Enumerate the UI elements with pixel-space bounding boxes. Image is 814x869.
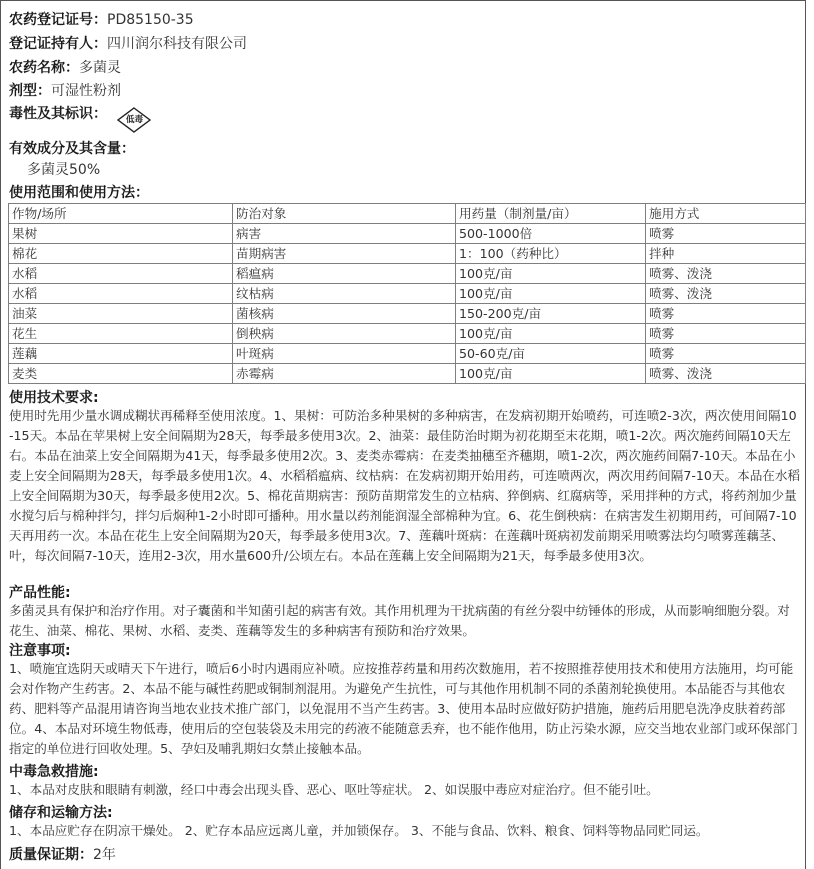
usage-title: 使用范围和使用方法： (9, 185, 149, 201)
ingredient-value: 多菌灵50% (27, 162, 101, 178)
product-name: 多菌灵 (79, 60, 121, 76)
dosage-cell: 100克/亩 (456, 364, 646, 384)
crop-cell: 水稻 (9, 264, 233, 284)
dosage-cell: 500-1000倍 (456, 224, 646, 244)
formulation-label: 剂型： (9, 83, 51, 99)
table-row (9, 284, 806, 304)
dosage-cell: 100克/亩 (456, 324, 646, 344)
header-crop-cell: 作物/场所 (9, 204, 233, 224)
toxicity-label: 毒性及其标识： (9, 106, 107, 122)
method-cell: 喷雾、泼浇 (646, 364, 806, 384)
formulation-value: 可湿性粉剂 (51, 83, 121, 99)
precautions-title: 注意事项: (9, 643, 71, 659)
first-aid-text: 1、本品对皮肤和眼睛有刺激，经口中毒会出现头昏、恶心、呕吐等症状。 2、如误服中毒应对症治疗。但不能引吐。 (9, 782, 659, 797)
storage-title: 储存和运输方法: (9, 805, 113, 821)
holder-label: 登记证持有人： (9, 36, 107, 52)
target-cell: 叶斑病 (233, 344, 456, 364)
performance-title: 产品性能: (9, 585, 71, 601)
holder-name: 四川润尔科技有限公司 (107, 36, 247, 52)
product-name-label: 农药名称： (9, 60, 79, 76)
usage-table (8, 203, 806, 384)
product-name-line (9, 57, 121, 79)
table-row (9, 224, 806, 244)
registration-number: PD85150-35 (107, 12, 194, 28)
crop-cell: 棉花 (9, 244, 233, 264)
holder-line (9, 33, 247, 55)
target-cell: 稻瘟病 (233, 264, 456, 284)
method-cell: 拌种 (646, 244, 806, 264)
method-cell: 喷雾、泼浇 (646, 264, 806, 284)
table-row (9, 264, 806, 284)
ingredient-label: 有效成分及其含量： (9, 141, 135, 157)
dosage-cell: 100克/亩 (456, 264, 646, 284)
method-cell: 喷雾 (646, 324, 806, 344)
crop-cell: 麦类 (9, 364, 233, 384)
first-aid-title: 中毒急救措施: (9, 764, 99, 780)
ingredient-title-line (9, 138, 135, 160)
target-cell: 纹枯病 (233, 284, 456, 304)
header-target-cell: 防治对象 (233, 204, 456, 224)
formulation-line (9, 80, 121, 102)
registration-line (9, 9, 194, 31)
dosage-cell: 50-60克/亩 (456, 344, 646, 364)
shelf-life-line (9, 844, 116, 866)
crop-cell: 油菜 (9, 304, 233, 324)
technique-title: 使用技术要求: (9, 390, 99, 406)
table-row (9, 364, 806, 384)
crop-cell: 花生 (9, 324, 233, 344)
usage-table-header (9, 204, 806, 224)
precautions-text: 1、喷施宜选阴天或晴天下午进行，喷后6小时内遇雨应补喷。应按推荐药量和用药次数施用，若不按照推荐使用技术和使用方法施用，均可能会对作物产生药害。2、本品不能与碱性药肥或铜制剂混用。为避免产生抗性，可与其他作用机制不同的杀菌剂轮换使用。本品能否与其他农药、肥料等产品混用请咨询当地农业技术推广部门，以免混用不当产生药害。3、使用本品时应做好防护措施，施药后用肥皂洗净皮肤着药部位。4、本品对环境生物低毒，使用后的空包装袋及未用完的药液不能随意丢弃，也不能作他用，防止污染水源，应交当地农业部门或环保部门指定的单位进行回收处理。5、孕妇及哺乳期妇女禁止接触本品。 (9, 661, 798, 756)
target-cell: 倒秧病 (233, 324, 456, 344)
target-cell: 菌核病 (233, 304, 456, 324)
target-cell: 苗期病害 (233, 244, 456, 264)
crop-cell: 莲藕 (9, 344, 233, 364)
header-method-cell: 施用方式 (646, 204, 806, 224)
crop-cell: 果树 (9, 224, 233, 244)
storage-text: 1、本品应贮存在阴凉干燥处。 2、贮存本品应远离儿童，并加锁保存。 3、不能与食品、饮料、粮食、饲料等物品同贮同运。 (9, 823, 709, 838)
toxicity-badge-text: 低毒 (125, 115, 143, 125)
crop-cell: 水稻 (9, 284, 233, 304)
method-cell: 喷雾 (646, 304, 806, 324)
shelf-life-label: 质量保证期： (9, 847, 93, 863)
dosage-cell: 150-200克/亩 (456, 304, 646, 324)
performance-text: 多菌灵具有保护和治疗作用。对子囊菌和半知菌引起的病害有效。其作用机理为干扰病菌的有丝分裂中纺锤体的形成，从而影响细胞分裂。对花生、油菜、棉花、果树、水稻、麦类、莲藕等发生的多种病害有预防和治疗效果。 (9, 603, 790, 638)
ingredient-line (27, 159, 100, 181)
method-cell: 喷雾 (646, 344, 806, 364)
shelf-life-value: 2年 (93, 847, 116, 863)
method-cell: 喷雾、泼浇 (646, 284, 806, 304)
target-cell: 病害 (233, 224, 456, 244)
header-dosage-cell: 用药量（制剂量/亩） (456, 204, 646, 224)
dosage-cell: 1：100（药种比） (456, 244, 646, 264)
table-row (9, 244, 806, 264)
dosage-cell: 100克/亩 (456, 284, 646, 304)
table-row (9, 324, 806, 344)
table-row (9, 344, 806, 364)
target-cell: 赤霉病 (233, 364, 456, 384)
low-toxicity-diamond-icon (117, 107, 151, 129)
technique-text: 使用时先用少量水调成糊状再稀释至使用浓度。1、果树：可防治多种果树的多种病害，在发病初期开始喷药，可连喷2-3次，两次使用间隔10-15天。本品在苹果树上安全间隔期为28天，每季最多使用3次。2、油菜：最佳防治时期为初花期至末花期，喷1-2次。两次施药间隔10天左右。本品在油菜上安全间隔期为41天，每季最多使用2次。3、麦类赤霉病：在麦类抽穗至齐穗期，喷1-2次，两次施药间隔7-10天。本品在小麦上安全间隔期为28天，每季最多使用1次。4、水稻稻瘟病、纹枯病：在发病初期开始用药，可连喷两次，两次用药间隔7-10天。本品在水稻上安全间隔期为30天，每季最多使用2次。5、棉花苗期病害：预防苗期常发生的立枯病、猝倒病、红腐病等，采用拌种的方式，将药剂加少量水搅匀后与棉种拌匀，拌匀后焖种1-2小时即可播种。用水量以药剂能润湿全部棉种为宜。6、花生倒秧病：在病害发生初期用药，可间隔7-10天再用药一次。本品在花生上安全间隔期为20天，每季最多使用3次。7、莲藕叶斑病：在莲藕叶斑病初发前期采用喷雾法均匀喷雾莲藕茎、叶，每次间隔7-10天，连用2-3次，用水量600升/公顷左右。本品在莲藕上安全间隔期为21天，每季最多使用3次。 (9, 408, 801, 563)
method-cell: 喷雾 (646, 224, 806, 244)
registration-label: 农药登记证号： (9, 12, 107, 28)
toxicity-line (9, 103, 151, 125)
table-row (9, 304, 806, 324)
